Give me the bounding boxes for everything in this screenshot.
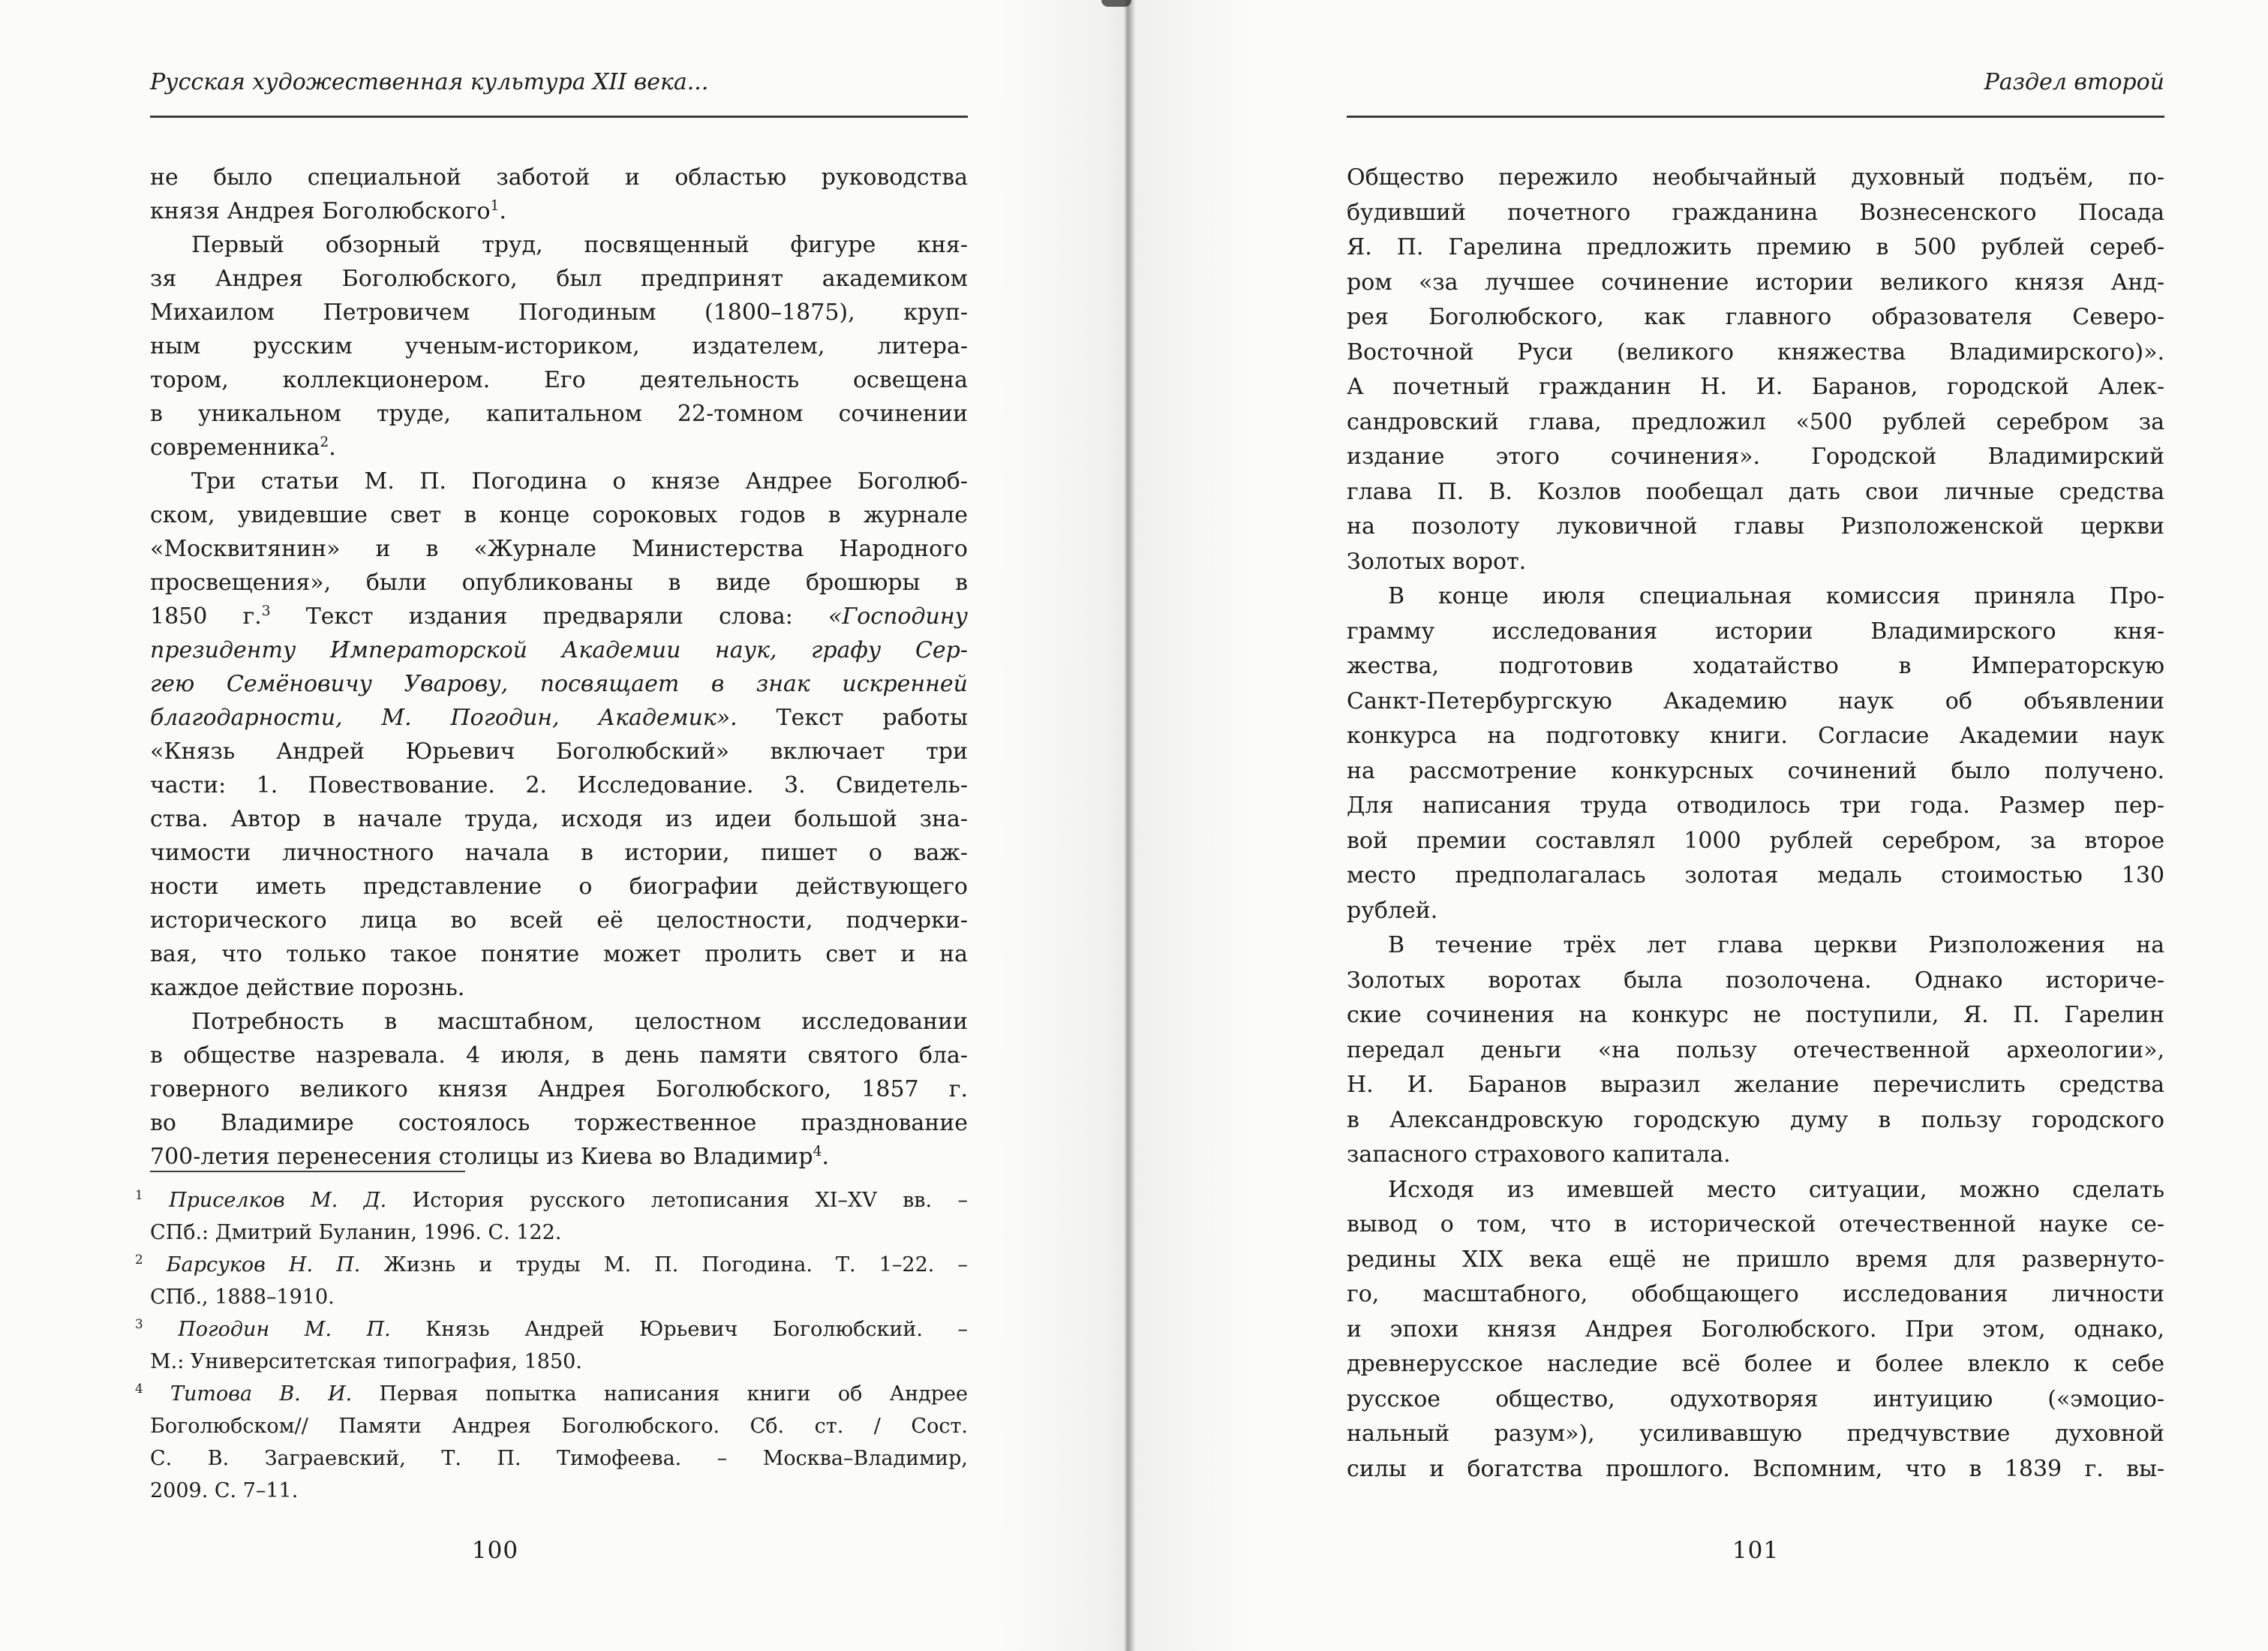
text-segment: в уникальном труде, капитальном 22-томном сочинении bbox=[150, 401, 968, 427]
text-line bbox=[150, 1039, 968, 1072]
text-line bbox=[1347, 964, 2164, 999]
text-segment: 1850 г. bbox=[150, 603, 262, 630]
text-segment: В течение трёх лет глава церкви Ризположения на bbox=[1388, 932, 2164, 958]
text-segment: запасного страхового капитала. bbox=[1347, 1141, 1731, 1168]
text-line bbox=[150, 1140, 968, 1174]
text-segment: «Москвитянин» и в «Журнале Министерства Народного bbox=[150, 536, 968, 562]
text-segment: Золотых воротах была позолочена. Однако историче- bbox=[1347, 967, 2164, 994]
text-segment: «Господину bbox=[828, 603, 968, 630]
text-segment: вая, что только такое понятие может пролить свет и на bbox=[150, 941, 968, 967]
text-line bbox=[1347, 1313, 2164, 1348]
text-segment: передал деньги «на пользу отечественной археологии», bbox=[1347, 1036, 2164, 1063]
text-line bbox=[1347, 1243, 2164, 1278]
text-segment: ности иметь представление о биографии действующего bbox=[150, 874, 968, 900]
text-segment: Текст издания предваряли слова: bbox=[270, 603, 829, 630]
text-line bbox=[150, 566, 968, 600]
text-segment: нальный разум»), усиливавшую предчувствие духовной bbox=[1347, 1421, 2164, 1447]
footnote bbox=[135, 1378, 968, 1507]
text-line bbox=[1347, 475, 2164, 510]
text-segment: Золотых ворот. bbox=[1347, 548, 1527, 575]
text-line bbox=[1347, 1382, 2164, 1418]
footnote-marker: 1 bbox=[135, 1187, 143, 1202]
header-rule-left bbox=[150, 116, 968, 118]
text-line bbox=[1347, 370, 2164, 405]
text-line bbox=[150, 1281, 968, 1313]
text-segment: Восточной Руси (великого княжества Владимирского)». bbox=[1347, 338, 2164, 365]
text-segment: на рассмотрение конкурсных сочинений было получено. bbox=[1347, 757, 2164, 784]
text-line bbox=[150, 1475, 968, 1507]
text-line bbox=[150, 431, 968, 465]
text-segment: место предполагалась золотая медаль стоимостью 130 bbox=[1347, 862, 2164, 889]
text-segment: русское общество, одухотворяя интуицию («эмоцио- bbox=[1347, 1385, 2164, 1412]
text-segment: Три статьи М. П. Погодина о князе Андрее Боголюб- bbox=[191, 468, 968, 495]
text-line bbox=[1347, 1207, 2164, 1243]
paragraph bbox=[1347, 928, 2164, 1173]
text-segment: С. В. Заграевский, Т. П. Тимофеева. – Москва–Владимир, bbox=[150, 1447, 968, 1470]
text-segment: части: 1. Повествование. 2. Исследование. 3. Свидетель- bbox=[150, 772, 968, 798]
text-line bbox=[150, 498, 968, 532]
text-segment: тором, коллекционером. Его деятельность освещена bbox=[150, 367, 968, 393]
page-number-left: 100 bbox=[471, 1537, 519, 1564]
text-segment: зя Андрея Боголюбского, был предпринят академиком bbox=[150, 266, 968, 292]
text-line bbox=[150, 329, 968, 363]
text-line bbox=[150, 161, 968, 194]
text-line bbox=[150, 633, 968, 667]
text-line bbox=[1347, 684, 2164, 720]
text-line bbox=[150, 768, 968, 802]
text-line bbox=[1347, 615, 2164, 650]
footnote bbox=[135, 1184, 968, 1249]
text-line bbox=[135, 1378, 968, 1410]
text-line bbox=[150, 363, 968, 397]
text-line bbox=[150, 1072, 968, 1106]
text-line bbox=[1347, 266, 2164, 301]
text-segment: М.: Университетская типография, 1850. bbox=[150, 1350, 582, 1373]
text-segment: . bbox=[329, 435, 336, 461]
paragraph bbox=[150, 465, 968, 1005]
text-line bbox=[150, 667, 968, 701]
text-segment: говерного великого князя Андрея Боголюбского, 1857 г. bbox=[150, 1076, 968, 1102]
text-line bbox=[1347, 649, 2164, 684]
text-segment: вой премии составлял 1000 рублей серебром, за второе bbox=[1347, 827, 2164, 854]
text-line bbox=[1347, 1103, 2164, 1138]
paragraph bbox=[1347, 1173, 2164, 1487]
text-line bbox=[1347, 998, 2164, 1033]
text-segment bbox=[143, 1253, 167, 1277]
text-segment: современника bbox=[150, 435, 320, 461]
footnote-marker: 2 bbox=[135, 1252, 143, 1267]
text-segment: на позолоту луковичной главы Ризположенской церкви bbox=[1347, 513, 2164, 540]
text-segment: 700-летия перенесения столицы из Киева во Владимир bbox=[150, 1144, 813, 1170]
text-line bbox=[150, 194, 968, 228]
text-segment: жества, подготовив ходатайство в Императорскую bbox=[1347, 653, 2164, 679]
text-line bbox=[1347, 894, 2164, 929]
footnote-marker: 4 bbox=[135, 1381, 143, 1396]
footnote-separator bbox=[150, 1171, 465, 1172]
body-text-left bbox=[150, 161, 968, 1174]
text-segment: гею Семёновичу Уварову, посвящает в знак искренней bbox=[150, 671, 968, 697]
text-line bbox=[150, 1346, 968, 1378]
text-line bbox=[1347, 579, 2164, 615]
text-line bbox=[1347, 230, 2164, 266]
text-line bbox=[1347, 196, 2164, 231]
footnote-marker: 3 bbox=[261, 603, 271, 619]
text-segment: и эпохи князя Андрея Боголюбского. При этом, однако, bbox=[1347, 1316, 2164, 1343]
text-line bbox=[150, 971, 968, 1005]
page-left bbox=[135, 0, 969, 1651]
text-line bbox=[1347, 1138, 2164, 1173]
text-segment: Приселков М. Д. bbox=[169, 1189, 387, 1212]
text-segment: ские сочинения на конкурс не поступили, Я. П. Гарелин bbox=[1347, 1002, 2164, 1028]
text-segment: силы и богатства прошлого. Вспомним, что в 1839 г. вы- bbox=[1347, 1455, 2164, 1482]
text-segment: каждое действие порознь. bbox=[150, 975, 465, 1001]
text-segment: Князь Андрей Юрьевич Боголюбский. – bbox=[390, 1318, 968, 1341]
header-rule-right bbox=[1347, 116, 2164, 118]
paragraph bbox=[1347, 579, 2164, 928]
footnotes-left bbox=[135, 1184, 968, 1507]
text-segment: Боголюбском// Памяти Андрея Боголюбского. Сб. ст. / Сост. bbox=[150, 1415, 968, 1438]
text-segment: Первая попытка написания книги об Андрее bbox=[352, 1382, 968, 1406]
text-segment: президенту Императорской Академии наук, графу Сер- bbox=[150, 637, 968, 663]
paragraph bbox=[150, 1005, 968, 1174]
text-segment: . bbox=[822, 1144, 829, 1170]
text-segment: ром «за лучшее сочинение истории великого князя Анд- bbox=[1347, 269, 2164, 296]
text-segment: 2009. С. 7–11. bbox=[150, 1479, 299, 1502]
text-line bbox=[150, 1005, 968, 1039]
text-line bbox=[1347, 545, 2164, 580]
text-segment bbox=[143, 1318, 179, 1341]
footnote-marker: 4 bbox=[813, 1144, 822, 1159]
text-segment: Санкт-Петербургскую Академию наук об объявлении bbox=[1347, 687, 2164, 714]
text-segment: рея Боголюбского, как главного образователя Северо- bbox=[1347, 304, 2164, 330]
text-segment: древнерусское наследие всё более и более влекло к себе bbox=[1347, 1351, 2164, 1377]
text-line bbox=[1347, 824, 2164, 859]
text-segment: глава П. В. Козлов пообещал дать свои личные средства bbox=[1347, 478, 2164, 505]
text-line bbox=[150, 228, 968, 262]
text-line bbox=[1347, 1417, 2164, 1452]
text-segment: в Александровскую городскую думу в пользу городского bbox=[1347, 1106, 2164, 1133]
text-segment: Первый обзорный труд, посвященный фигуре кня- bbox=[191, 232, 968, 258]
text-line bbox=[1347, 1173, 2164, 1208]
page-right bbox=[1347, 0, 2164, 1651]
paragraph bbox=[150, 161, 968, 228]
text-line bbox=[150, 937, 968, 971]
text-segment: «Князь Андрей Юрьевич Боголюбский» включает три bbox=[150, 738, 968, 765]
text-segment bbox=[143, 1189, 169, 1212]
text-line bbox=[150, 904, 968, 937]
text-segment: грамму исследования истории Владимирского кня- bbox=[1347, 618, 2164, 645]
text-line bbox=[1347, 859, 2164, 894]
text-segment: чимости личностного начала в истории, пишет о важ- bbox=[150, 840, 968, 866]
text-segment: Я. П. Гарелина предложить премию в 500 рублей сереб- bbox=[1347, 234, 2164, 260]
footnote-marker: 3 bbox=[135, 1316, 143, 1331]
text-line bbox=[1347, 754, 2164, 789]
text-line bbox=[150, 802, 968, 836]
text-segment: Барсуков Н. П. bbox=[166, 1253, 361, 1277]
text-segment: Жизнь и труды М. П. Погодина. Т. 1–22. – bbox=[360, 1253, 968, 1277]
text-line bbox=[150, 836, 968, 870]
text-line bbox=[150, 465, 968, 498]
text-line bbox=[1347, 928, 2164, 964]
text-line bbox=[1347, 719, 2164, 754]
text-segment: князя Андрея Боголюбского bbox=[150, 198, 491, 224]
text-line bbox=[1347, 510, 2164, 545]
text-segment: в обществе назревала. 4 июля, в день памяти святого бла- bbox=[150, 1042, 968, 1069]
text-segment: ства. Автор в начале труда, исходя из идеи большой зна- bbox=[150, 806, 968, 832]
text-segment: ным русским ученым-историком, издателем, литера- bbox=[150, 333, 968, 359]
text-segment: Титова В. И. bbox=[170, 1382, 353, 1406]
text-segment: Текст работы bbox=[737, 705, 969, 731]
paragraph bbox=[150, 228, 968, 465]
text-segment: во Владимире состоялось торжественное празднование bbox=[150, 1110, 968, 1136]
text-line bbox=[1347, 789, 2164, 824]
text-segment: Потребность в масштабном, целостном исследовании bbox=[191, 1009, 968, 1035]
text-line bbox=[150, 1442, 968, 1475]
text-line bbox=[1347, 335, 2164, 371]
text-line bbox=[1347, 300, 2164, 335]
page-number-right: 101 bbox=[1732, 1537, 1780, 1564]
text-segment: рублей. bbox=[1347, 897, 1438, 924]
text-segment: будивший почетного гражданина Вознесенского Посада bbox=[1347, 199, 2164, 226]
text-line bbox=[150, 870, 968, 904]
text-line bbox=[150, 1216, 968, 1249]
running-header-right: Раздел второй bbox=[1984, 69, 2164, 95]
text-line bbox=[1347, 161, 2164, 196]
text-segment: просвещения», были опубликованы в виде брошюры в bbox=[150, 570, 968, 596]
text-segment: Исходя из имевшей место ситуации, можно сделать bbox=[1388, 1176, 2164, 1203]
text-segment: не было специальной заботой и областью руководства bbox=[150, 164, 968, 191]
text-segment: вывод о том, что в исторической отечественной науке се- bbox=[1347, 1211, 2164, 1237]
text-segment: благодарности, М. Погодин, Академик». bbox=[150, 705, 737, 731]
text-segment: Общество пережило необычайный духовный подъём, по- bbox=[1347, 164, 2164, 191]
footnote bbox=[135, 1313, 968, 1378]
text-segment bbox=[143, 1382, 170, 1406]
text-segment: конкурса на подготовку книги. Согласие Академии наук bbox=[1347, 723, 2164, 749]
text-segment: СПб.: Дмитрий Буланин, 1996. С. 122. bbox=[150, 1221, 562, 1244]
footnote bbox=[135, 1249, 968, 1313]
text-line bbox=[150, 600, 968, 633]
text-line bbox=[1347, 405, 2164, 441]
text-segment: . bbox=[499, 198, 507, 224]
text-line bbox=[150, 532, 968, 566]
gutter-shadow bbox=[998, 0, 1253, 1651]
text-line bbox=[1347, 1068, 2164, 1103]
text-line bbox=[150, 701, 968, 735]
text-line bbox=[1347, 1277, 2164, 1313]
text-segment: Для написания труда отводилось три года. Размер пер- bbox=[1347, 792, 2164, 819]
text-line bbox=[150, 1106, 968, 1140]
text-segment: ском, увидевшие свет в конце сороковых годов в журнале bbox=[150, 502, 968, 528]
text-segment: го, масштабного, обобщающего исследования личности bbox=[1347, 1281, 2164, 1307]
text-segment: издание этого сочинения». Городской Владимирский bbox=[1347, 444, 2164, 470]
text-segment: СПб., 1888–1910. bbox=[150, 1286, 335, 1309]
running-header-left: Русская художественная культура XII века... bbox=[150, 69, 709, 95]
text-line bbox=[150, 262, 968, 296]
text-line bbox=[150, 1410, 968, 1442]
text-line bbox=[1347, 1347, 2164, 1382]
text-line bbox=[1347, 440, 2164, 475]
text-segment: редины XIX века ещё не пришло время для развернуто- bbox=[1347, 1246, 2164, 1273]
text-line bbox=[1347, 1033, 2164, 1069]
paragraph bbox=[1347, 161, 2164, 579]
text-segment: Погодин М. П. bbox=[178, 1318, 391, 1341]
text-line bbox=[135, 1184, 968, 1216]
footnote-marker: 2 bbox=[320, 435, 329, 450]
text-line bbox=[1347, 1452, 2164, 1487]
text-line bbox=[150, 397, 968, 431]
text-segment: А почетный гражданин Н. И. Баранов, городской Алек- bbox=[1347, 374, 2164, 400]
text-segment: исторического лица во всей её целостности, подчерки- bbox=[150, 907, 968, 934]
text-segment: Н. И. Баранов выразил желание перечислить средства bbox=[1347, 1072, 2164, 1098]
text-segment: В конце июля специальная комиссия приняла Про- bbox=[1388, 583, 2164, 609]
footnote-marker: 1 bbox=[490, 198, 500, 214]
body-text-right bbox=[1347, 161, 2164, 1487]
text-segment: сандровский глава, предложил «500 рублей серебром за bbox=[1347, 408, 2164, 435]
text-line bbox=[150, 735, 968, 768]
text-segment: История русского летописания XI–XV вв. – bbox=[386, 1189, 968, 1212]
binding-mark bbox=[1101, 0, 1131, 7]
text-line bbox=[150, 296, 968, 329]
text-segment: Михаилом Петровичем Погодиным (1800–1875), круп- bbox=[150, 299, 968, 326]
text-line bbox=[135, 1313, 968, 1346]
text-line bbox=[135, 1249, 968, 1281]
